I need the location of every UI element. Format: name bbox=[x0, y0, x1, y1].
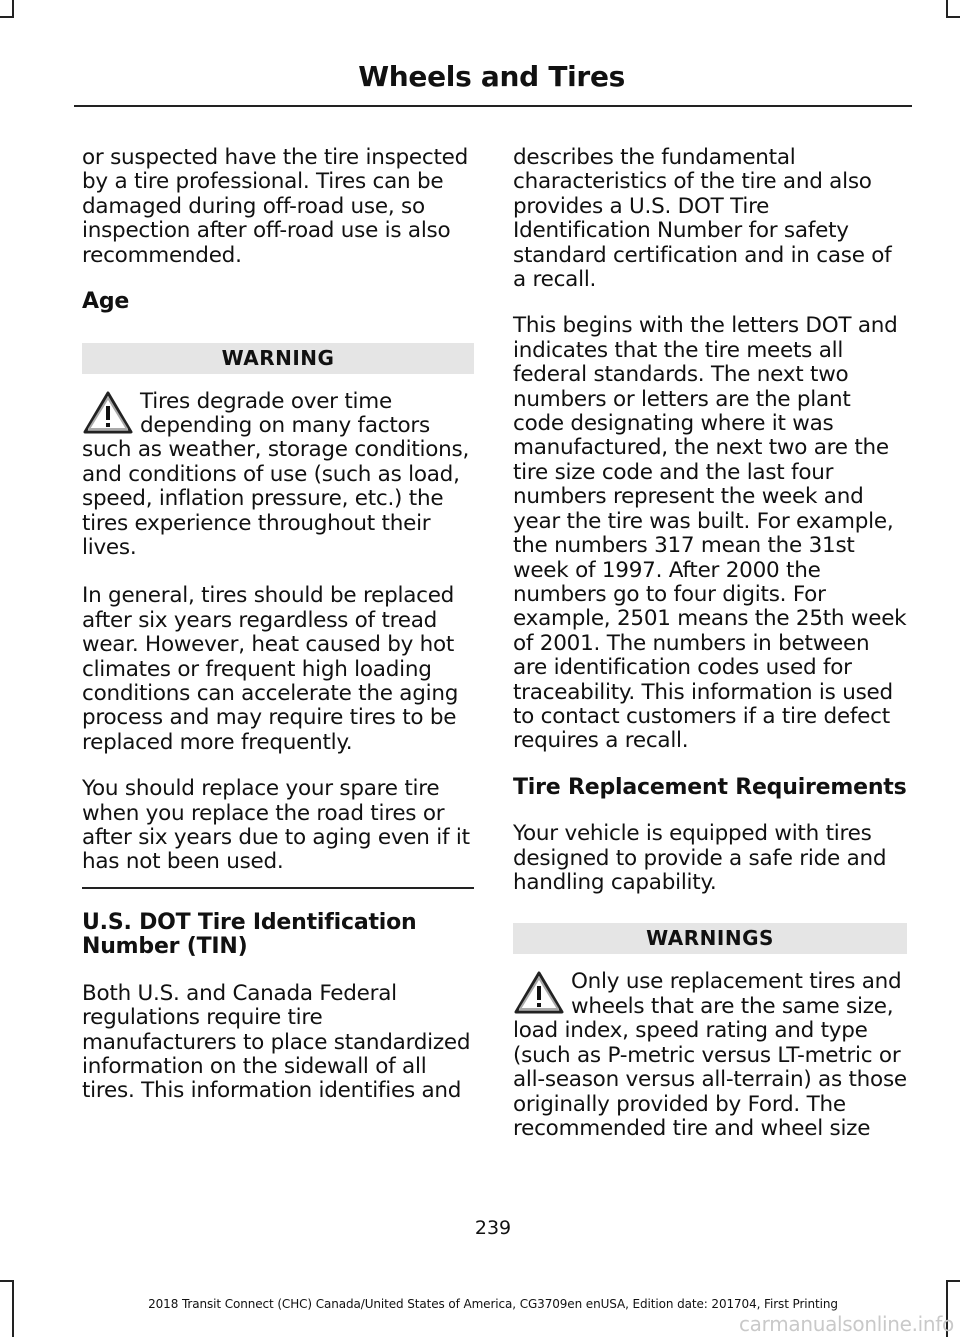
warning-text: Tires degrade over time depending on many factors such as weather, storage conditions, and conditions of use (such as load, speed, inflation pressure, etc.) the tires experience throughout their lives. bbox=[82, 388, 470, 560]
header-divider bbox=[74, 105, 912, 107]
warning-text: Only use replacement tires and wheels that are the same size, load index, speed rating and type (such as P-metric versus LT-metric or all-season versus all-terrain) as those originally provided by Ford. The recommended tire and wheel size bbox=[513, 969, 907, 1141]
warning-box bbox=[82, 390, 474, 561]
paragraph: In general, tires should be replaced after six years regardless of tread wear. However, heat caused by hot climates or frequent high loading conditions can accelerate the aging process and may require tires to be replaced more frequently. bbox=[82, 583, 459, 755]
page-title: Wheels and Tires bbox=[358, 60, 625, 93]
paragraph: You should replace your spare tire when you replace the road tires or after six years due to aging even if it has not been used. bbox=[82, 776, 470, 875]
paragraph: This begins with the letters DOT and indicates that the tire meets all federal standards. The next two numbers or letters are the plant code designating where it was manufactured, the next two are the tire size code and the last four numbers represent the week and year the tire was built. For example, the numbers 317 mean the 31st week of 1997. After 2000 the numbers go to four digits. For example, 2501 means the 25th week of 2001. The numbers in between are identification codes used for traceability. This information is used to contact customers if a tire defect requires a recall. bbox=[513, 313, 907, 754]
paragraph: describes the fundamental characteristics of the tire and also provides a U.S. DOT Tire Identification Number for safety standard certification and in case of a recall. bbox=[513, 145, 892, 293]
paragraph: Your vehicle is equipped with tires designed to provide a safe ride and handling capability. bbox=[513, 821, 887, 896]
warning-box bbox=[513, 970, 907, 1141]
crop-mark bbox=[0, 16, 14, 18]
page-number: 239 bbox=[474, 1217, 512, 1239]
left-column bbox=[82, 146, 474, 1126]
section-heading-age: Age bbox=[82, 289, 130, 315]
watermark: carmanualsonline.info bbox=[738, 1312, 954, 1336]
paragraph: or suspected have the tire inspected by a tire professional. Tires can be damaged during off-road use, so inspection after off-road use is also recommended. bbox=[82, 145, 469, 268]
warnings-label: WARNINGS bbox=[513, 923, 907, 954]
section-divider bbox=[82, 887, 474, 889]
warning-triangle-icon bbox=[513, 970, 565, 1016]
crop-mark bbox=[0, 1280, 14, 1282]
section-heading-tin: U.S. DOT Tire Identification Number (TIN) bbox=[82, 909, 417, 960]
crop-mark bbox=[946, 16, 960, 18]
footer-edition: 2018 Transit Connect (CHC) Canada/United States of America, CG3709en enUSA, Edition date: 201704, First Printing bbox=[148, 1297, 838, 1311]
paragraph: Both U.S. and Canada Federal regulations require tire manufacturers to place standardized information on the sidewall of all tires. This information identifies and bbox=[82, 980, 471, 1104]
warning-label: WARNING bbox=[82, 343, 474, 374]
warning-triangle-icon bbox=[82, 390, 134, 436]
section-heading-replacement: Tire Replacement Requirements bbox=[513, 774, 907, 800]
crop-mark bbox=[946, 1280, 960, 1282]
right-column bbox=[513, 146, 907, 1165]
